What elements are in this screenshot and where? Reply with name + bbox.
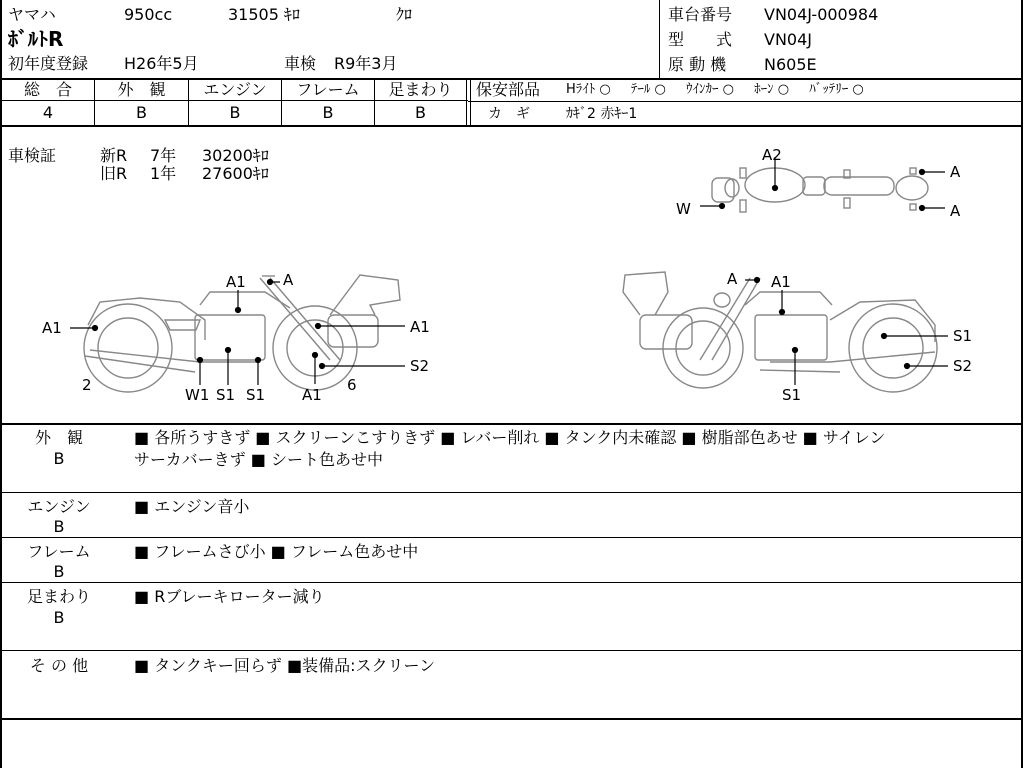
note-exterior-text2: サーカバーきず ■ シート色あせ中 [134,450,383,469]
model-name: ﾎﾞﾙﾄR [8,27,64,51]
header-divider [659,0,660,78]
note-other-label: そ の 他 [29,656,89,675]
label-left-num6: 6 [347,376,357,394]
bike-left-view [84,275,400,392]
label-right-a: A [727,270,738,288]
grade-frame-value: B [322,103,334,122]
safety-headlight-mark: ○ [599,82,611,97]
safety-tail-mark: ○ [654,82,666,97]
label-top-a-lower: A [950,202,961,220]
note-exterior-grade: B [53,449,65,468]
grade-col-divider [466,79,467,125]
label-left-a1-bottom: A1 [302,386,322,404]
maker: ヤマハ [8,5,56,24]
safety-horn-label: ﾎｰﾝ [754,82,774,97]
note-engine-grade: B [53,517,65,536]
safety-tail-label: ﾃｰﾙ [630,82,651,97]
note-exterior-text1: ■ 各所うすきず ■ スクリーンこすりきず ■ レバー削れ ■ タンク内未確認 ■ 樹脂部色あせ ■ サイレン [134,428,886,447]
note-other-text1: ■ タンクキー回らず ■装備品:スクリーン [134,656,436,675]
damage-diagrams [0,130,1024,425]
note-frame-label: フレーム [27,542,91,561]
grade-suspension-value: B [415,103,426,122]
first-reg-label: 初年度登録 [8,54,89,73]
notes-line-2 [0,537,1022,538]
certificate-label: 車検証 [8,146,57,165]
note-suspension-text1: ■ Rブレーキローター減り [134,587,325,606]
notes-bottom-line [0,718,1023,720]
label-top-w: W [676,200,691,218]
safety-battery-mark: ○ [852,82,864,97]
note-suspension-label: 足まわり [26,587,91,606]
notes-top-line [0,423,1023,425]
label-left-a1-tank: A1 [226,273,246,291]
key-label: カ ギ [488,106,530,122]
certificate-new-km: 30200ｷﾛ [202,146,269,165]
note-frame-text1: ■ フレームさび小 ■ フレーム色あせ中 [134,542,419,561]
engine-label: 原 動 機 [668,55,727,74]
frame-no-value: VN04J-000984 [764,5,879,24]
label-left-s2: S2 [410,357,430,375]
label-right-a1: A1 [771,273,791,291]
grade-overall-value: 4 [42,103,54,122]
certificate-old-km: 27600ｷﾛ [202,164,269,183]
mileage: 31505 ｷﾛ [228,5,300,24]
label-right-s1-bottom: S1 [782,386,802,404]
note-engine-text1: ■ エンジン音小 [134,497,250,516]
bike-top-view [712,168,928,212]
grade-suspension-label: 足まわり [388,80,453,99]
note-frame-grade: B [53,562,65,581]
grade-exterior-value: B [136,103,147,122]
safety-horn-mark: ○ [777,82,790,97]
label-left-s1b: S1 [246,386,266,404]
color: ｸﾛ [396,5,413,24]
key-value: ｶｷﾞ2 赤ｷｰ1 [566,106,638,122]
notes-line-1 [0,492,1022,493]
note-engine-label: エンジン [27,497,91,516]
first-reg-value: H26年5月 [124,54,199,73]
safety-mid-line [468,101,1022,102]
certificate-new-label: 新R [100,146,128,165]
label-left-a1-rear: A1 [42,319,62,337]
safety-items [566,82,864,98]
grade-exterior-label: 外 観 [117,80,166,99]
safety-winker-label: ｳｲﾝｶｰ [686,82,719,97]
certificate-new-years: 7年 [150,146,177,165]
notes-line-3 [0,582,1022,583]
label-top-a2: A2 [762,146,782,164]
label-right-s1-upper: S1 [953,327,973,345]
engine-value: N605E [764,55,817,74]
label-left-s1a: S1 [216,386,236,404]
grade-overall-label: 総 合 [23,80,72,99]
inspection-value: R9年3月 [334,54,398,73]
grade-mid-line [0,100,468,101]
safety-winker-mark: ○ [722,82,735,97]
safety-label: 保安部品 [476,80,541,99]
type-value: VN04J [764,30,812,49]
label-left-a1-front: A1 [410,318,430,336]
grade-frame-label: フレーム [296,80,360,99]
certificate-old-label: 旧R [100,164,128,183]
label-right-s2: S2 [953,357,973,375]
inspection-label: 車検 [284,54,317,73]
safety-headlight-label: Hﾗｲﾄ [566,82,596,97]
safety-battery-label: ﾊﾞｯﾃﾘｰ [809,82,849,97]
label-left-a-handle: A [283,271,294,289]
label-left-w1: W1 [185,386,210,404]
note-suspension-grade: B [53,608,65,627]
grade-bottom-line [0,125,1023,127]
note-exterior-label: 外 観 [34,428,83,447]
label-top-a-upper: A [950,163,961,181]
frame-no-label: 車台番号 [668,5,733,24]
label-left-num2: 2 [82,376,92,394]
type-label: 型 式 [668,30,733,49]
certificate-old-years: 1年 [150,164,177,183]
grade-engine-value: B [229,103,241,122]
notes-line-4 [0,650,1022,651]
grade-engine-label: エンジン [203,80,267,99]
displacement: 950cc [124,5,173,24]
grade-col-divider [470,79,471,125]
